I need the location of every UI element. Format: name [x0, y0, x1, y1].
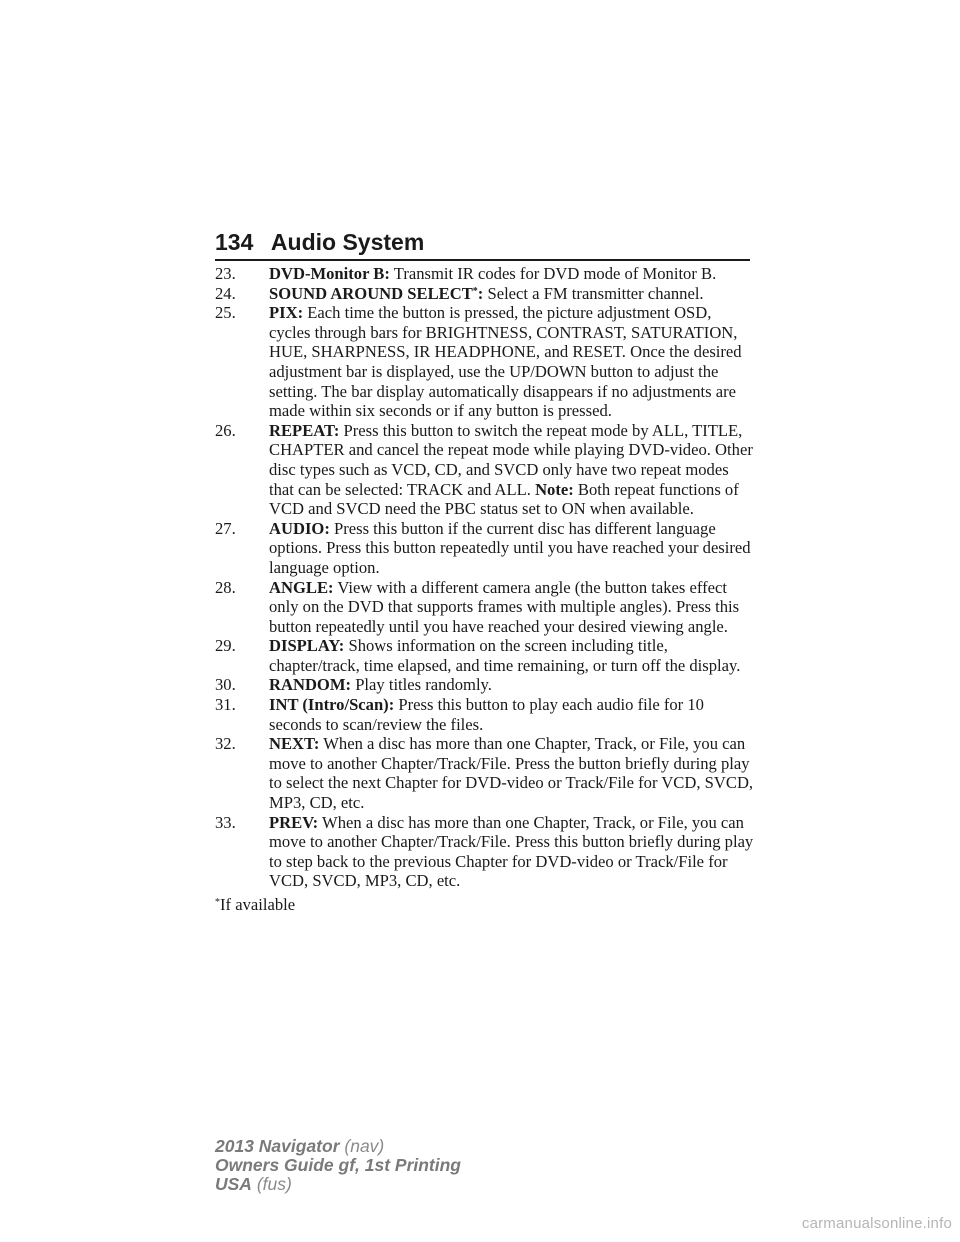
footer-line-model	[215, 1137, 461, 1156]
item-term: SOUND AROUND SELECT	[269, 283, 473, 303]
footnote	[215, 895, 755, 915]
print-footer	[215, 1137, 461, 1194]
item-text: When a disc has more than one Chapter, Track, or File, you can move to another Chapter/Track/File. Press this button briefly during play to step back to the previous Chapter for DVD-video or Track/File for VCD, SVCD, MP3, CD, etc.	[269, 812, 754, 891]
item-text: Play titles randomly.	[355, 675, 492, 695]
item-term: DVD-Monitor B:	[269, 264, 390, 283]
footnote-marker: *	[472, 285, 478, 297]
footnote-text: If available	[220, 895, 296, 914]
item-text: Press this button to switch the repeat mode by ALL, TITLE, CHAPTER and cancel the repeat mode while playing DVD-video. Other disc types such as VCD, CD, and SVCD only have two repeat modes that can be selected: TRACK and ALL.	[269, 420, 753, 499]
footer-line-guide	[215, 1156, 461, 1175]
item-text: Transmit IR codes for DVD mode of Monitor B.	[393, 264, 717, 283]
list-item	[215, 303, 755, 421]
list-item	[215, 578, 755, 637]
header-rule	[215, 259, 750, 261]
item-number: 29.	[215, 636, 236, 656]
item-term: ANGLE:	[269, 577, 334, 597]
item-term: PREV:	[269, 812, 319, 832]
watermark: carmanualsonline.info	[801, 1215, 952, 1232]
item-number: 28.	[215, 577, 236, 597]
list-item	[215, 264, 755, 284]
item-text: When a disc has more than one Chapter, Track, or File, you can move to another Chapter/Track/File. Press the button briefly during play to select the next Chapter for DVD-video or Track/File for VCD, SVCD, MP3, CD, etc.	[269, 734, 754, 813]
footer-guide: Owners Guide gf, 1st Printing	[215, 1155, 461, 1175]
item-term: DISPLAY:	[269, 636, 345, 656]
button-descriptions	[215, 264, 755, 915]
item-text: Press this button to play each audio file for 10 seconds to scan/review the files.	[269, 695, 704, 734]
note-label: Note:	[535, 479, 574, 499]
footer-model: 2013 Navigator	[215, 1136, 340, 1156]
list-item	[215, 519, 755, 578]
item-term: AUDIO:	[269, 518, 330, 538]
page-number: 134	[215, 229, 254, 255]
footer-line-market	[215, 1175, 461, 1194]
item-number: 32.	[215, 734, 236, 754]
item-number: 24.	[215, 283, 236, 303]
note-text: Both repeat functions of VCD and SVCD need the PBC status set to ON when available.	[269, 479, 739, 519]
list-item	[215, 695, 755, 734]
item-term-colon: :	[477, 283, 484, 303]
item-text: View with a different camera angle (the button takes effect only on the DVD that supports frames with multiple angles). Press this button repeatedly until you have reached your desired viewing angle.	[269, 577, 740, 636]
item-term: PIX:	[269, 303, 304, 323]
item-text: Shows information on the screen including title, chapter/track, time elapsed, and time remaining, or turn off the display.	[269, 636, 741, 675]
item-number: 30.	[215, 675, 236, 695]
item-text: Press this button if the current disc has different language options. Press this button repeatedly until you have reached your desired language option.	[269, 518, 751, 577]
item-number: 31.	[215, 695, 236, 715]
footer-market-code: (fus)	[256, 1174, 292, 1194]
section-title: Audio System	[270, 229, 425, 255]
item-term: NEXT:	[269, 734, 320, 754]
list-item	[215, 421, 755, 519]
list-item	[215, 813, 755, 891]
item-number: 33.	[215, 812, 236, 832]
list-item	[215, 734, 755, 812]
item-number: 26.	[215, 420, 236, 440]
item-term: INT (Intro/Scan):	[269, 695, 395, 715]
page-header	[215, 228, 750, 256]
item-text: Select a FM transmitter channel.	[487, 283, 704, 303]
footnote-marker: *	[215, 897, 220, 908]
item-term: REPEAT:	[269, 420, 340, 440]
list-item	[215, 284, 755, 304]
list-item	[215, 675, 755, 695]
item-number: 27.	[215, 518, 236, 538]
item-term: RANDOM:	[269, 675, 352, 695]
list-item	[215, 636, 755, 675]
item-number: 25.	[215, 303, 236, 323]
item-text: Each time the button is pressed, the picture adjustment OSD, cycles through bars for BRIGHTNESS, CONTRAST, SATURATION, HUE, SHARPNESS, IR HEADPHONE, and RESET. Once the desired adjustment bar is displayed, use the UP/DOWN button to adjust the setting. The bar display automatically disappears if no adjustments are made within six seconds or if any button is pressed.	[269, 303, 742, 421]
item-number: 23.	[215, 264, 236, 283]
footer-market: USA	[215, 1174, 252, 1194]
footer-model-code: (nav)	[344, 1136, 385, 1156]
